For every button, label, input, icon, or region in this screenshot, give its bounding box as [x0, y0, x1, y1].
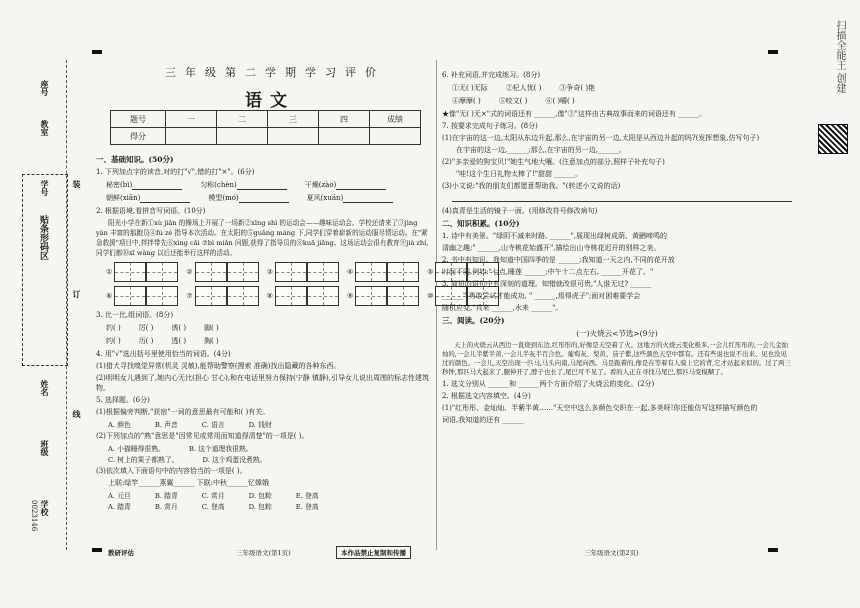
reading-question-1: 1. 选文分别从 ______和 ______两个方面介绍了火烧云的变化。(2分): [442, 380, 655, 388]
question-7-a: (1)在宇宙的这一边,太阳从东边升起,那么,在宇宙的另一边,太阳是从西边升起的吗?(发挥想象,仿写句子): [442, 134, 760, 142]
reading-question-2: 2. 根据选文内容填空。(4分): [442, 392, 531, 400]
exam-title: 三年级第二学期学习评价: [165, 66, 385, 79]
grid-group: ⑦: [186, 286, 258, 306]
left-column: [96, 152, 434, 552]
compare-row: [106, 336, 430, 346]
score-value-row: [111, 128, 421, 145]
question-7: 7. 按要求完成句子练习。(8分): [442, 122, 538, 130]
answer-blank[interactable]: [237, 181, 287, 190]
footer-page-left: 三年级语文(第1页): [236, 549, 291, 557]
qr-code: [818, 124, 848, 154]
score-input[interactable]: [166, 128, 217, 145]
name-label: 姓名: [40, 380, 50, 396]
score-cell: 四: [319, 111, 370, 128]
serial-number: 0023146: [30, 500, 38, 532]
option: A. 踏青: [108, 503, 131, 511]
score-input[interactable]: [217, 128, 268, 145]
option: E. 登高: [295, 492, 319, 500]
score-cell: 得分: [111, 128, 166, 145]
option: B. 这个道理我很熟。: [188, 445, 253, 453]
option: C. 登高: [201, 503, 225, 511]
pinyin-item: 朝鲜(xiān): [106, 193, 190, 203]
char-box[interactable]: [114, 262, 146, 282]
idiom-item: ⑤咬文( ): [498, 97, 528, 105]
grid-group: ⑤: [427, 262, 499, 282]
score-cell: 成绩: [370, 111, 421, 128]
section-heading: 二、知识积累。(10分): [442, 219, 520, 228]
answer-line[interactable]: [452, 193, 792, 202]
pinyin-row: [106, 193, 430, 203]
idiom-item: ④摩摩( ): [452, 97, 481, 105]
compare-item: 钓( ): [106, 324, 121, 332]
score-input[interactable]: [370, 128, 421, 145]
option: A. 小猫睡得很熟。: [108, 445, 165, 453]
question-2: 2. 根据语境,看拼音写词语。(10分): [96, 207, 206, 215]
option: C. 赏月: [201, 492, 225, 500]
knowledge-3: 3. 简短的语句中有深刻的道理。知错就改很可贵,"人谁无过? ______: [442, 280, 652, 288]
pinyin-item: 模型(mó): [208, 193, 288, 203]
answer-blank[interactable]: [132, 181, 182, 190]
char-box[interactable]: [307, 286, 339, 306]
char-box[interactable]: [227, 286, 259, 306]
grid-group: ③: [267, 262, 339, 282]
answer-blank[interactable]: [140, 194, 190, 203]
question-7-a-fill: 在宇宙的这一边,______;那么,在宇宙的另一边,______。: [456, 146, 627, 154]
option: B. 声音: [154, 421, 178, 429]
char-box[interactable]: [387, 262, 419, 282]
char-box[interactable]: [355, 286, 387, 306]
compare-item: 约( ): [106, 337, 121, 345]
pinyin-item: 夏风(xuán): [307, 193, 394, 203]
knowledge-2-b: 时间不同,例如:"七点,睡莲 ______;中午十二点左右, ______开花了。": [442, 268, 654, 276]
char-box[interactable]: [355, 262, 387, 282]
writing-grid-row: [106, 286, 434, 306]
registration-mark: [768, 50, 778, 54]
compare-item: 诱( ): [171, 324, 187, 332]
reading-passage: 天上的火烧云从西边一直烧到东边,红彤彤的,好像是天空着了火。这地方的火烧云变化极多,一会儿红彤彤的,一会儿金灿灿的,一会儿半紫半黄,一会儿半灰半百合色。葡萄灰、梨黄、茄子紫,这些颜色天空中都有。还有些说也说不出来、见也没见过的颜色。一会儿,天空出现一匹马,马头向南,马尾向西。马是跪着的,像是在等着有人骑上它的背,它才站起来似的。过了两三秒钟,那匹马大起来了,腿伸开了,脖子也长了,尾巴可不见了。看的人正在寻找马尾巴,那匹马变模糊了。: [442, 341, 791, 376]
options-row: [108, 419, 430, 429]
answer-blank[interactable]: [239, 194, 289, 203]
question-7-b: (2)"多亲爱的狗宝贝!"她生气地大嚷。(注意加点的部分,照样子补充句子): [442, 158, 665, 166]
question-6: 6. 补充词语,并完成练习。(8分): [442, 71, 541, 79]
char-box[interactable]: [195, 286, 227, 306]
reading-question-2-b: 词语,我知道的还有 ______: [442, 416, 524, 424]
pinyin-item: 干燥(zào): [305, 180, 387, 190]
knowledge-2: 2. 书中有知识。我知道中国四季的是 ______;我知道一天之内,不同的花开放: [442, 256, 675, 264]
options-row: [108, 501, 430, 511]
char-box[interactable]: [227, 262, 259, 282]
score-input[interactable]: [319, 128, 370, 145]
footer-brand: 教研评估: [108, 549, 134, 557]
option: B. 赏月: [154, 503, 178, 511]
grid-group: ①: [106, 262, 178, 282]
grid-group: ④: [347, 262, 419, 282]
scanner-brand: 扫描全能王 创建: [834, 20, 845, 94]
option: C. 树上的果子都熟了。: [108, 456, 179, 464]
registration-mark: [92, 50, 102, 54]
answer-blank[interactable]: [343, 194, 393, 203]
char-box[interactable]: [195, 262, 227, 282]
section-heading: 三、阅读。(20分): [442, 316, 505, 325]
question-1: 1. 下列加点字的读音,对的打"√",错的打"×"。(6分): [96, 168, 255, 176]
char-box[interactable]: [146, 262, 178, 282]
question-4: 4. 用"√"选出括号里使用恰当的词语。(4分): [96, 350, 231, 358]
option: D. 这个鸡蛋没煮熟。: [202, 456, 267, 464]
compare-item: 透( ): [171, 337, 187, 345]
right-column: [442, 68, 792, 558]
compare-item: 脚( ): [204, 324, 219, 332]
idiom-row: [452, 83, 792, 93]
char-box[interactable]: [146, 286, 178, 306]
option: C. 语言: [201, 421, 225, 429]
section-heading: 一、基础知识。(50分): [96, 155, 174, 164]
options-row: [108, 443, 430, 453]
score-table: [110, 110, 421, 145]
score-input[interactable]: [268, 128, 319, 145]
compare-row: [106, 323, 430, 333]
option: A. 元旦: [108, 492, 131, 500]
knowledge-1: 1. 诗中有美景。"绿阴不减来时路, ______",展现出绿树成荫、黄鹂啼鸣的: [442, 232, 668, 240]
copyright-notice: 本作品禁止复制和传播: [336, 546, 411, 559]
seal-line-char: 装: [72, 180, 82, 188]
idiom-item: ②杞人忧( ): [505, 84, 542, 92]
question-7-b-fill: "哇!这个生日礼物太棒了!"甜甜 ______。: [456, 170, 583, 178]
question-4-b: (2)明明女儿遇到了,她内心无比(担心 甘心),和在电话里努力保持(宁静 镇静),引导女儿说出周围的标志性建筑物。: [96, 374, 429, 392]
char-box[interactable]: [275, 262, 307, 282]
options-row: [108, 454, 430, 464]
score-cell: 三: [268, 111, 319, 128]
compare-item: 厉( ): [138, 324, 154, 332]
compare-item: 历( ): [138, 337, 154, 345]
option: B. 踏青: [154, 492, 178, 500]
question-2-text: 阳光小学在新①xù jiān 的操场上开展了一场新②xīng shì 的运动会——趣味运动会。学校还请来了③jìng yàn 丰富的那跑员④fù zé 指导本次活动。在太阳的⑤guāng máng 下,同学们穿着崭新的运动服尽情运动。在"紧急救援"项目中,拌拌带先⑥xìng cǎi ⑦bì miǎn 问题,获得了指导员的⑧kuā jiǎng。这场运动会很有教育⑨jià zhí,同学们都⑩xī wàng 以后还能举行这样的活动。: [96, 219, 429, 257]
school-label: 学校: [40, 500, 50, 516]
score-cell: 一: [166, 111, 217, 128]
knowledge-3-c: 随机应变,"兵来 ______,水来 ______"。: [442, 304, 563, 312]
score-cell: 二: [217, 111, 268, 128]
knowledge-3-b: ______";勇敢尝试才能成功, " ______,焉得虎子";面对困难要学会: [442, 292, 641, 300]
reading-question-2-a: (1)"红彤彤、金灿灿、半紫半黄……"天空中这么多颜色交织在一起,多美呀!你还能仿写这样描写颜色的: [442, 404, 758, 412]
couplet-text: 上联:绿竿______燕翼______ 下联:中秋______忆嫦娥: [108, 479, 269, 487]
option: E. 登高: [295, 503, 319, 511]
passage-title: (一)火烧云<节选>(9分): [576, 329, 658, 338]
grid-group: ⑩: [427, 286, 499, 306]
barcode-label: 贴条形码区: [38, 215, 48, 260]
question-3: 3. 比一比,组词语。(8分): [96, 311, 174, 319]
seal-line-char: 线: [72, 410, 82, 418]
idiom-item: ③争奇( )艳: [559, 84, 596, 92]
question-7-d: (4)真青是生活的镜子一面。(用修改符号修改病句): [442, 207, 598, 215]
question-7-c: (3)小文说:"我的朋友们都愿意帮助我。"(转述小文说的话): [442, 182, 621, 190]
question-4-a: (1)猎犬寻找嗅觉异常(机灵 灵敏),能帮助警察(搜索 准确)找出隐藏的各种东西。: [96, 362, 341, 370]
score-header-row: [111, 111, 421, 128]
footer-page-right: 三年级语文(第2页): [584, 549, 639, 557]
grid-group: ②: [186, 262, 258, 282]
knowledge-1-b: 清幽之趣;" ______,山寺桃花始盛开",描绘出山寺桃花迟开的别样之美。: [442, 244, 661, 252]
answer-blank[interactable]: [336, 181, 386, 190]
idiom-row: [452, 96, 792, 106]
question-5-c: (3)依次填入下面语句中的内容恰当的一项是( )。: [96, 467, 247, 475]
char-box[interactable]: [114, 286, 146, 306]
grid-group: ⑨: [347, 286, 419, 306]
barcode-area: [22, 174, 68, 366]
question-6-note: ★像"无( )无×"式的词语还有 ______,像"③"这样由古典故事而来的词语还有 ______。: [442, 110, 707, 118]
question-5-b: (2)下列加点的"熟"意思是"因常见或常用而知道得清楚"的一项是( )。: [96, 432, 309, 440]
seat-label: 座号: [40, 80, 50, 96]
classroom-label: 教室: [40, 120, 50, 136]
class-label: 班级: [40, 440, 50, 456]
idiom-item: ①无( )无际: [452, 84, 488, 92]
score-cell: 题号: [111, 111, 166, 128]
question-5: 5. 选择题。(6分): [96, 396, 150, 404]
grid-group: ⑥: [106, 286, 178, 306]
option: A. 颜色: [108, 421, 131, 429]
pinyin-row: [106, 180, 430, 190]
pinyin-item: 秘密(bì): [106, 180, 182, 190]
char-box[interactable]: [307, 262, 339, 282]
student-id-label: 学号: [40, 180, 50, 196]
char-box[interactable]: [275, 286, 307, 306]
options-row: [108, 490, 430, 500]
seal-line-char: 订: [72, 290, 82, 298]
char-box[interactable]: [387, 286, 419, 306]
subject-title: 语文: [245, 91, 295, 111]
option: D. 包粽: [248, 492, 272, 500]
option: D. 包粽: [248, 503, 272, 511]
option: D. 钱财: [248, 421, 272, 429]
question-5-a: (1)根据偏旁判断,"获宿"一词的意思最有可能和( )有关。: [96, 408, 270, 416]
compare-item: 胸( ): [204, 337, 219, 345]
grid-group: ⑧: [267, 286, 339, 306]
writing-grid-row: [106, 262, 434, 282]
pinyin-item: 匀称(chèn): [200, 180, 287, 190]
idiom-item: ⑥( )嚼( ): [545, 97, 575, 105]
